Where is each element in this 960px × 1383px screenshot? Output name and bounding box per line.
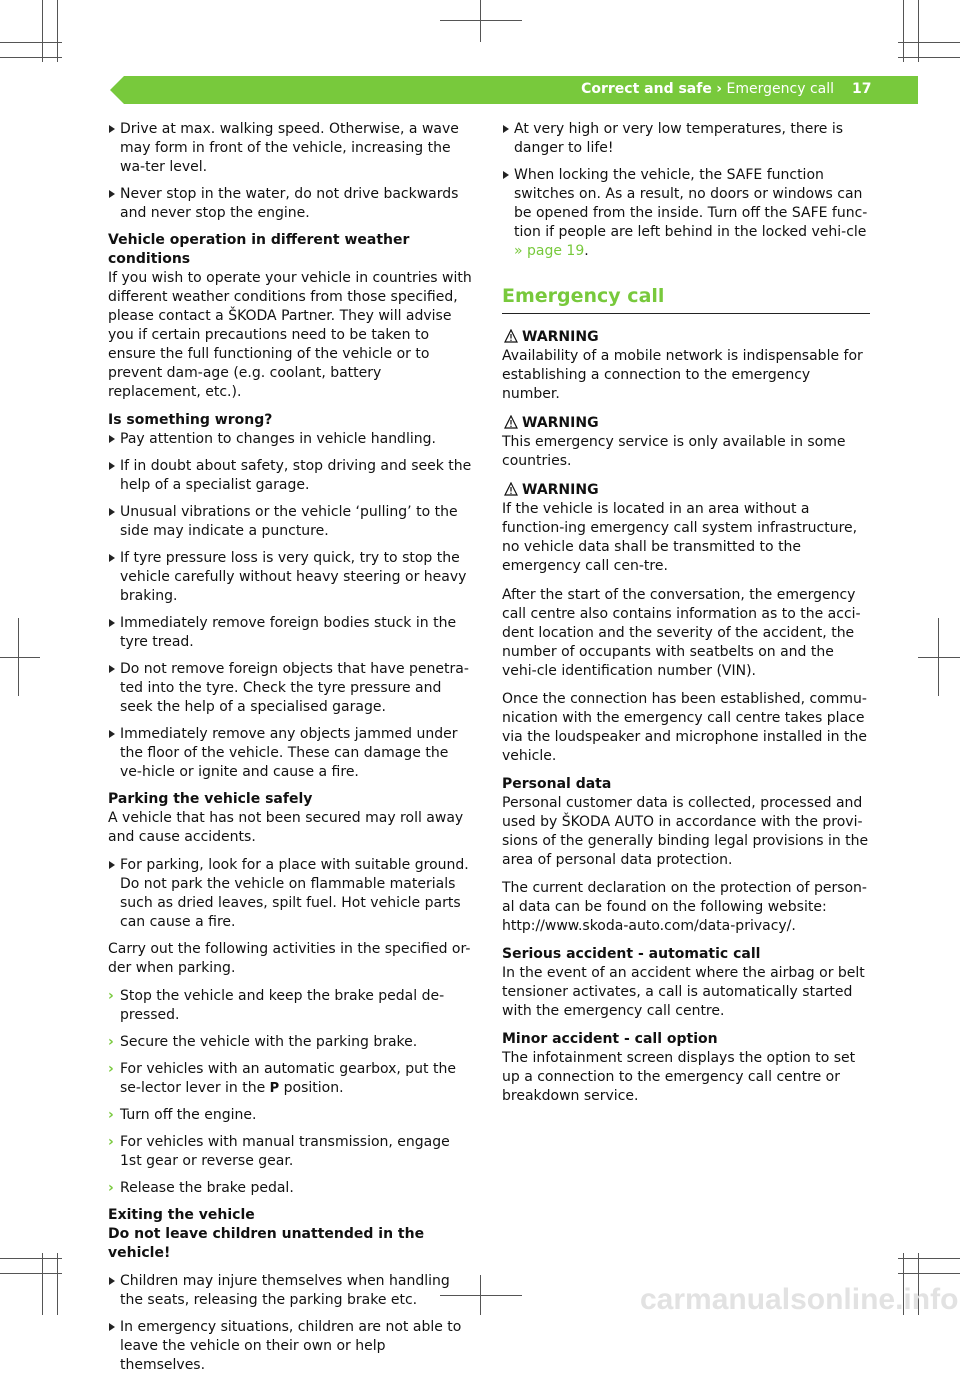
section-heading: Emergency call: [502, 285, 665, 307]
list-item: [108, 1318, 474, 1375]
triangle-bullet-icon: [109, 861, 115, 869]
section-subtitle: Do not leave children unattended in the vehicle!: [108, 1226, 425, 1261]
paragraph: After the start of the conversation, the emergency call centre also contains information as to the acci-dent location and the severity of the accident, the number of occupants with seatbelts on and the vehi-cle identification number (VIN).: [502, 587, 861, 679]
list-item: [108, 725, 474, 782]
step-text: Stop the vehicle and keep the brake pedal de-pressed.: [120, 988, 445, 1023]
triangle-bullet-icon: [109, 1277, 115, 1285]
warning-label: [502, 414, 870, 433]
crop-mark: [0, 1258, 62, 1259]
paragraph: Once the connection has been established, commu-nication with the emergency call centre takes place via the loudspeaker and microphone installed in the vehicle.: [502, 691, 867, 764]
step-list: [108, 987, 474, 1198]
step-item: [108, 1179, 474, 1198]
crop-mark: [0, 657, 40, 658]
breadcrumb-subsection: Emergency call: [726, 81, 834, 97]
warning-triangle-icon: [504, 482, 518, 496]
triangle-bullet-icon: [109, 665, 115, 673]
page-number: 17: [852, 81, 872, 97]
warning-text: Availability of a mobile network is indispensable for establishing a connection to the emergency number.: [502, 348, 863, 402]
warning-label: [502, 481, 870, 500]
section-title: Is something wrong?: [108, 412, 273, 428]
paragraph: Personal customer data is collected, processed and used by ŠKODA AUTO in accordance with the provi-sions of the generally binding legal provisions in the area of personal data protection.: [502, 795, 869, 868]
list-item: [108, 503, 474, 541]
crop-mark: [0, 1273, 62, 1274]
warning-triangle-icon: [504, 329, 518, 343]
warning-text: If the vehicle is located in an area without a function-ing emergency call system infrastructure, no vehicle data shall be transmitted to the emergency call cen-tre.: [502, 501, 858, 574]
breadcrumb: [581, 81, 834, 97]
chevron-right-icon: ›: [108, 988, 114, 1004]
warning-title: WARNING: [522, 329, 599, 345]
triangle-bullet-icon: [109, 730, 115, 738]
list-item: [108, 120, 474, 177]
triangle-bullet-icon: [109, 619, 115, 627]
warning-title: WARNING: [522, 415, 599, 431]
crop-mark: [918, 0, 919, 62]
list-item: [502, 166, 870, 261]
section-title: Parking the vehicle safely: [108, 791, 313, 807]
section-title: Personal data: [502, 776, 612, 792]
list-item: [108, 457, 474, 495]
left-column: [108, 120, 474, 1383]
triangle-bullet-icon: [109, 190, 115, 198]
step-item: [108, 1106, 474, 1125]
triangle-bullet-icon: [109, 1323, 115, 1331]
list-item: [108, 660, 474, 717]
list-item-text: Never stop in the water, do not drive backwards and never stop the engine.: [120, 186, 459, 221]
crop-mark: [918, 657, 960, 658]
chevron-right-icon: ›: [108, 1034, 114, 1050]
triangle-bullet-icon: [109, 508, 115, 516]
paragraph: If you wish to operate your vehicle in countries with different weather conditions from those specified, please contact a ŠKODA Partner. They will advise you if certain precautions need to be taken to ensure the full functioning of the vehicle or to prevent dam-age (e.g. coolant, battery replacement, etc.).: [108, 270, 472, 400]
triangle-bullet-icon: [503, 125, 509, 133]
breadcrumb-separator: ›: [716, 81, 723, 97]
crop-mark: [42, 0, 43, 62]
warning-label: [502, 328, 870, 347]
triangle-bullet-icon: [503, 171, 509, 179]
list-item-text: Children may injure themselves when handling the seats, releasing the parking brake etc.: [120, 1273, 450, 1308]
step-item: [108, 1133, 474, 1171]
crop-mark: [898, 1258, 960, 1259]
list-item-text: When locking the vehicle, the SAFE function switches on. As a result, no doors or windows can be opened from the inside. Turn off the SAFE func-tion if people are left behind in the locked vehi-cle: [514, 167, 868, 240]
list-item-text: In emergency situations, children are not able to leave the vehicle on their own or help themselves.: [120, 1319, 462, 1373]
list-item-text: If in doubt about safety, stop driving and seek the help of a specialist garage.: [120, 458, 472, 493]
bullet-list: [502, 120, 870, 261]
crop-mark: [898, 1273, 960, 1274]
warning-triangle-icon: [504, 415, 518, 429]
triangle-bullet-icon: [109, 554, 115, 562]
step-text: For vehicles with an automatic gearbox, put the se-lector lever in the: [120, 1061, 456, 1096]
list-item: [108, 549, 474, 606]
step-text: For vehicles with manual transmission, engage 1st gear or reverse gear.: [120, 1134, 450, 1169]
warning-block: [502, 414, 870, 471]
watermark: carmanualsonline.info: [640, 1283, 959, 1316]
list-item-text: Pay attention to changes in vehicle handling.: [120, 431, 436, 447]
page-link[interactable]: » page 19: [514, 243, 585, 259]
list-item-text: .: [584, 243, 589, 259]
chevron-right-icon: ›: [108, 1107, 114, 1123]
triangle-bullet-icon: [109, 462, 115, 470]
list-item-text: Unusual vibrations or the vehicle ‘pulling’ to the side may indicate a puncture.: [120, 504, 458, 539]
bullet-list: [108, 430, 474, 782]
step-text: Secure the vehicle with the parking brake.: [120, 1034, 418, 1050]
crop-mark: [0, 57, 62, 58]
triangle-bullet-icon: [109, 125, 115, 133]
heading-rule: [502, 313, 870, 314]
step-text: Release the brake pedal.: [120, 1180, 294, 1196]
list-item-text: For parking, look for a place with suitable ground. Do not park the vehicle on flammable materials such as dried leaves, spilt fuel. Hot vehicle parts can cause a fire.: [120, 857, 469, 930]
list-item-text: Drive at max. walking speed. Otherwise, a wave may form in front of the vehicle, increasing the wa-ter level.: [120, 121, 459, 175]
list-item: [108, 614, 474, 652]
triangle-bullet-icon: [109, 435, 115, 443]
list-item-text: If tyre pressure loss is very quick, try to stop the vehicle carefully without heavy steering or heavy braking.: [120, 550, 467, 604]
crop-mark: [57, 1253, 58, 1315]
step-item: [108, 1060, 474, 1098]
section-title: Exiting the vehicle: [108, 1207, 255, 1223]
crop-mark: [440, 20, 522, 21]
list-item: [108, 185, 474, 223]
list-item-text: Do not remove foreign objects that have penetra-ted into the tyre. Check the tyre pressure and seek the help of a specialised garage.: [120, 661, 469, 715]
section-title: Serious accident - automatic call: [502, 946, 761, 962]
warning-title: WARNING: [522, 482, 599, 498]
list-item: [108, 430, 474, 449]
crop-mark: [57, 0, 58, 62]
breadcrumb-section: Correct and safe: [581, 81, 712, 97]
list-item-text: Immediately remove any objects jammed under the floor of the vehicle. These can damage the ve-hicle or ignite and cause a fire.: [120, 726, 458, 780]
list-item: [108, 1272, 474, 1310]
warning-block: [502, 328, 870, 404]
chevron-right-icon: ›: [108, 1180, 114, 1196]
crop-mark: [480, 0, 481, 42]
bullet-list: [108, 856, 474, 932]
bullet-list: [108, 1272, 474, 1375]
crop-mark: [898, 42, 960, 43]
step-item: [108, 1033, 474, 1052]
section-title: Minor accident - call option: [502, 1031, 718, 1047]
paragraph: The current declaration on the protection of person-al data can be found on the following website: http://www.skoda-auto.com/data-privacy/.: [502, 880, 867, 934]
crop-mark: [903, 0, 904, 62]
list-item: [502, 120, 870, 158]
paragraph: The infotainment screen displays the option to set up a connection to the emergency call centre or breakdown service.: [502, 1050, 856, 1104]
paragraph: Carry out the following activities in the specified or-der when parking.: [108, 941, 471, 976]
paragraph: In the event of an accident where the airbag or belt tensioner activates, a call is automatically started with the emergency call centre.: [502, 965, 865, 1019]
list-item-text: Immediately remove foreign bodies stuck in the tyre tread.: [120, 615, 457, 650]
right-column: [502, 120, 870, 1115]
list-item: [108, 856, 474, 932]
crop-mark: [42, 1253, 43, 1315]
gear-p-symbol: P: [269, 1081, 280, 1096]
chevron-right-icon: ›: [108, 1134, 114, 1150]
step-text: position.: [283, 1080, 344, 1096]
chevron-right-icon: ›: [108, 1061, 114, 1077]
warning-text: This emergency service is only available in some countries.: [502, 434, 846, 469]
warning-block: [502, 481, 870, 576]
step-text: Turn off the engine.: [120, 1107, 257, 1123]
section-title: Vehicle operation in different weather conditions: [108, 232, 410, 267]
crop-mark: [898, 57, 960, 58]
step-item: [108, 987, 474, 1025]
crop-mark: [0, 42, 62, 43]
paragraph: A vehicle that has not been secured may roll away and cause accidents.: [108, 810, 464, 845]
list-item-text: At very high or very low temperatures, there is danger to life!: [514, 121, 844, 156]
bullet-list: [108, 120, 474, 223]
